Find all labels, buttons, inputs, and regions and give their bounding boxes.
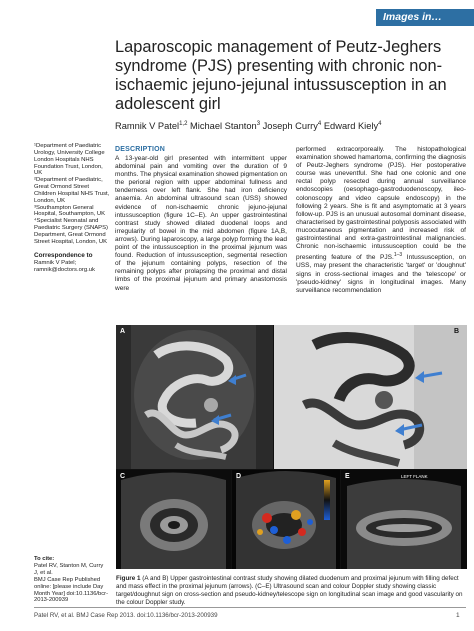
author-affil-sup: 1,2: [179, 121, 188, 127]
footer-rule: [34, 607, 466, 608]
panel-label-d: D: [236, 473, 242, 480]
panel-c-graphic: [116, 470, 231, 569]
affiliation: ²Department of Paediatric, Great Ormond Street Children Hospital NHS Trust, London, UK: [34, 177, 110, 204]
citation-text: Patel RV, Stanton M, Curry J, et al.: [34, 562, 104, 576]
journal-header: [0, 0, 474, 30]
caption-label: Figure 1: [116, 575, 141, 582]
panel-d-graphic: [232, 470, 340, 569]
author-affil-sup: 3: [256, 121, 261, 127]
reference-sup: 1–3: [393, 252, 403, 259]
author-affil-sup: 4: [378, 121, 382, 127]
citation-box: [34, 556, 108, 604]
author-affil-sup: 4: [317, 121, 322, 127]
affiliations: [34, 143, 110, 246]
section-label: Images in…: [383, 11, 442, 23]
figure-caption: [116, 575, 466, 607]
caption-text: (A and B) Upper gastrointestinal contrast study showing dilated duodenum and proximal jejunum with filling defect and mass effect in the proximal jejunum (arrows). (C–E) Ultrasound scan and colour Doppler study showing classic target/doughnut sign on cross-section and pseudo-kidney/telescope sign on longitudinal scan image and good vascularity on the colour Doppler study.: [116, 575, 463, 606]
author-name: Joseph Curry: [262, 121, 318, 132]
author-name: Edward Kiely: [323, 121, 379, 132]
citation-text: BMJ Case Rep Published online: [please include Day Month Year] doi:10.1136/bcr-2013-200939: [34, 576, 109, 604]
panel-e-ultrasound: [341, 470, 467, 569]
correspondence-heading: Correspondence to: [34, 252, 93, 259]
footer-citation: Patel RV, et al. BMJ Case Rep 2013. doi:10.1136/bcr-2013-200939: [34, 612, 218, 619]
affiliation: ³Southampton General Hospital, Southampton, UK: [34, 204, 106, 218]
article-title: Laparoscopic management of Peutz-Jeghers syndrome (PJS) presenting with chronic non-ischaemic jejuno-jejunal intussusception in an adolescent girl: [115, 38, 447, 113]
panel-b-graphic: [274, 325, 467, 469]
author-name: Ramnik V Patel: [115, 121, 180, 132]
panel-a-contrast-image: [116, 325, 273, 469]
correspondence-details: [34, 260, 112, 274]
page-number: 1: [456, 612, 460, 619]
correspondence-name: Ramnik V Patel;: [34, 260, 77, 266]
panel-label-b: B: [454, 328, 460, 335]
panel-e-graphic: [341, 470, 467, 569]
body-text: [296, 146, 466, 295]
correspondence-email[interactable]: ramnik@doctors.org.uk: [34, 266, 95, 273]
panel-b-contrast-image: [274, 325, 467, 469]
affiliation: ⁴Specialist Neonatal and Paediatric Surgery (SNAPS) Department, Great Ormond Street Hospital, London, UK: [34, 218, 108, 245]
body-column-left: [115, 155, 287, 293]
panel-label-a: A: [120, 328, 126, 335]
affiliation: ¹Department of Paediatric Urology, University College London Hospitals NHS Foundation Trust, London, UK: [34, 143, 105, 177]
author-name: Michael Stanton: [190, 121, 257, 132]
panel-label-c: C: [120, 473, 126, 480]
figure-1: [116, 325, 467, 569]
panel-e-overlay-text: LEFT FLANK: [401, 474, 428, 479]
body-text: A 13-year-old girl presented with intermittent upper abdominal pain and vomiting over the duration of 9 months. The physical examination showed pigmentation on the perioral region with upper abdominal fullness and tenderness over left flank. She had iron deficiency anaemia. An abdominal ultrasound scan (USS) showed evidence of non-ischaemic chronic jejuno-jejunal intussusception (figure 1C–E). An upper gastrointestinal contrast study showed dilated duodenal loops and irregularity of bowel in the mid abdomen (figure 1A,B, arrows). During laparoscopy, a large polyp forming the lead point of the intussusception in the proximal jejunum was found. Reduction of intussusception, segmental resection of the jejunum containing polyps, resection of the remaining polyps after prolapsing the proximal and distal limbs of the proximal jejunum and primary anastomosis were: [115, 155, 287, 292]
panel-c-ultrasound: [116, 470, 231, 569]
citation-heading: To cite:: [34, 556, 55, 562]
description-heading: DESCRIPTION: [115, 146, 166, 153]
panel-label-e: E: [345, 473, 350, 480]
body-column-right: [296, 146, 466, 295]
panel-d-colour-doppler: [232, 470, 340, 569]
panel-a-graphic: [116, 325, 273, 469]
body-text-part: Intussusception, on USS, may present the characteristic 'target' or 'doughnut' signs in cross-sectional images and the 'telescope' or 'pseudo-kidney' signs in longitudinal images. Many surveillance recommendation: [296, 254, 467, 294]
author-list: [115, 121, 465, 131]
body-text-part: performed extracorporeally. The histopathological examination showed hamartoma, confirming the diagnosis of Peutz-Jeghers syndrome (PJS). Her postoperative course was uneventful. She had one colonic and one rectal polyp resected during annual surveillance endoscopies (oesophago-gastroduodenoscopy, ileo-colonoscopy and video capsule endoscopy) in the following 2 years. She is fit and asymptomatic at 3 years follow-up. PJS is an unusual autosomal dominant disease, characterised by gastrointestinal polyposis associated with mucocutaneous pigmentation and increased risk of gastrointestinal and extra-gastrointestinal malignancies. Chronic non-ischaemic intussusception could be the presenting feature of the PJS.: [296, 146, 466, 262]
